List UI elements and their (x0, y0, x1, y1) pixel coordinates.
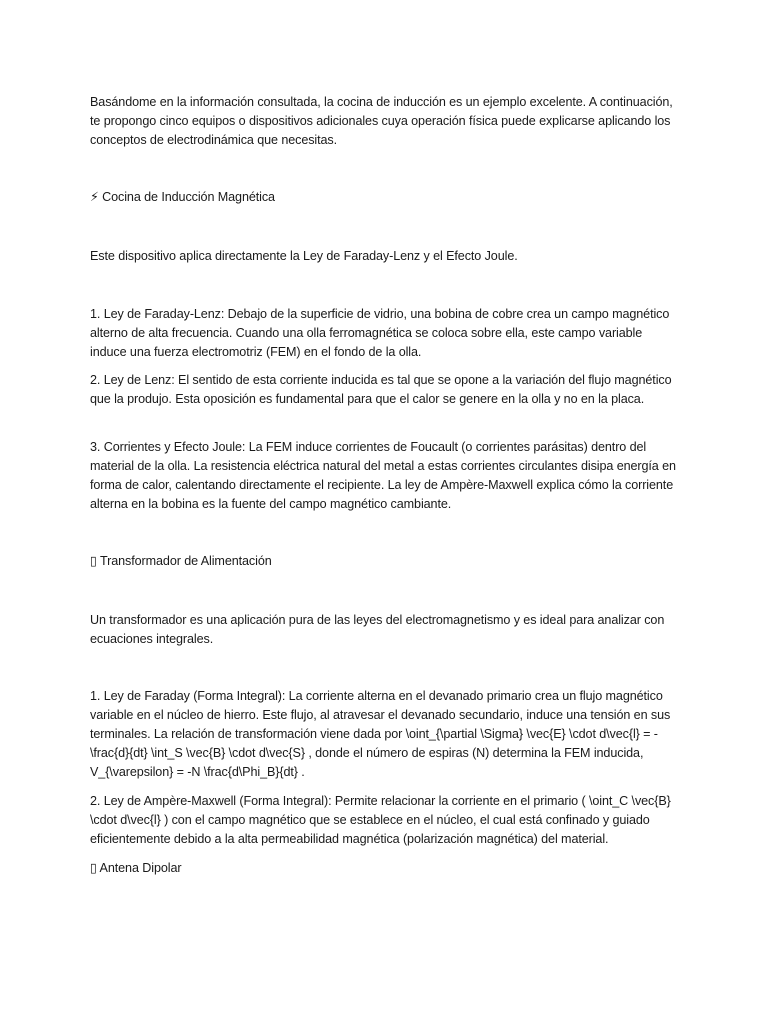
point-faraday-lenz: 1. Ley de Faraday-Lenz: Debajo de la superficie de vidrio, una bobina de cobre crea un campo magnético alterno de alta frecuencia. Cuando una olla ferromagnética se coloca sobre ella, este campo variable induce una fuerza electromotriz (FEM) en el fondo de la olla. (90, 307, 670, 359)
point-faraday-integral: 1. Ley de Faraday (Forma Integral): La corriente alterna en el devanado primario crea un flujo magnético variable en el núcleo de hierro. Este flujo, al atravesar el devanado secundario, induce una tensión en sus terminales. La relación de transformación viene dada por \oint_{\partial \Sigma} \vec{E} \cdot d\vec{l} = - \frac{d}{dt} \int_S \vec{B} \cdot d\vec{S} , donde el número de espiras (N) determina la FEM inducida, V_{\varepsilon} = -N \frac{d\Phi_B}{dt} . (90, 689, 671, 779)
section-heading-dipole-antenna: ▯ Antena Dipolar (90, 861, 182, 875)
section-heading-induction-cooker: ⚡ Cocina de Inducción Magnética (90, 190, 275, 204)
section-heading-transformer: ▯ Transformador de Alimentación (90, 554, 272, 568)
intro-paragraph: Basándome en la información consultada, la cocina de inducción es un ejemplo excelente. A continuación, te propongo cinco equipos o dispositivos adicionales cuya operación física puede explicarse aplicando los conceptos de electrodinámica que necesitas. (90, 95, 673, 147)
section-intro-induction-cooker: Este dispositivo aplica directamente la Ley de Faraday-Lenz y el Efecto Joule. (90, 249, 518, 263)
point-ampere-maxwell-integral: 2. Ley de Ampère-Maxwell (Forma Integral): Permite relacionar la corriente en el primario ( \oint_C \vec{B} \cdot d\vec{l} ) con el campo magnético que se establece en el núcleo, el cual está confinado y guiado eficientemente debido a la alta permeabilidad magnética (polarización magnética) del material. (90, 794, 671, 846)
section-intro-transformer: Un transformador es una aplicación pura de las leyes del electromagnetismo y es ideal para analizar con ecuaciones integrales. (90, 613, 665, 646)
point-joule-effect: 3. Corrientes y Efecto Joule: La FEM induce corrientes de Foucault (o corrientes parásitas) dentro del material de la olla. La resistencia eléctrica natural del metal a estas corrientes circulantes disipa energía en forma de calor, calentando directamente el recipiente. La ley de Ampère-Maxwell explica cómo la corriente alterna en la bobina es la fuente del campo magnético cambiante. (90, 440, 676, 511)
point-lenz-law: 2. Ley de Lenz: El sentido de esta corriente inducida es tal que se opone a la variación del flujo magnético que la produjo. Esta oposición es fundamental para que el calor se genere en la olla y no en la placa. (90, 373, 672, 406)
